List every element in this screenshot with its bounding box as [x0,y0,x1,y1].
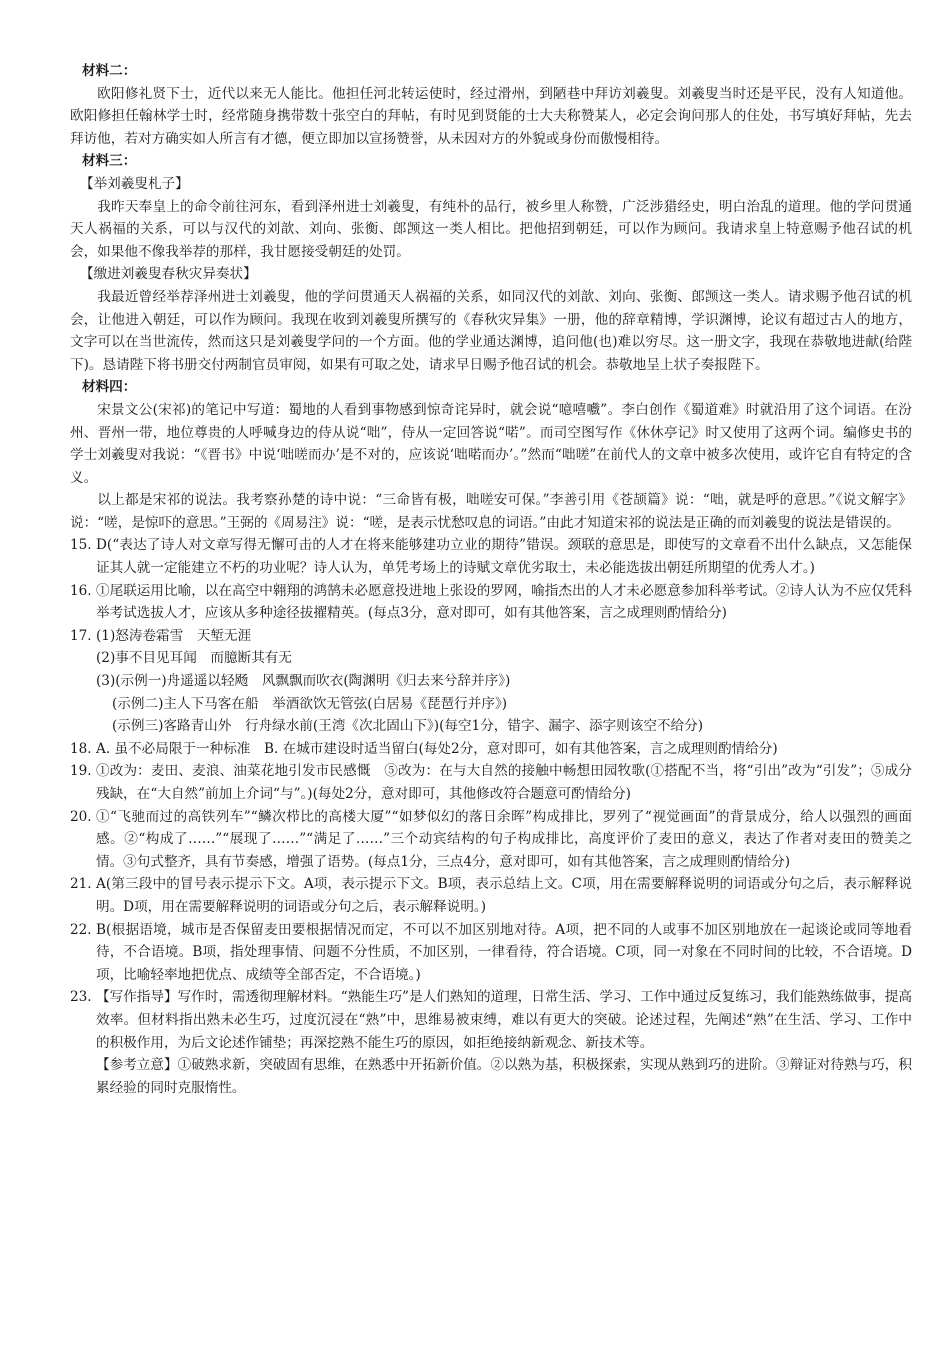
answer-text: ①“飞驰而过的高铁列车”“鳞次栉比的高楼大厦”“如梦似幻的落日余晖”构成排比，罗列了“视觉画面”的背景成分，给人以强烈的画面感。②“构成了……”“展现了……”“满足了……”三个动宾结构的句子构成排比，高度评价了麦田的意义，表达了作者对麦田的赞美之情。③句式整齐，具有节奏感，增强了语势。(每点1分，三点4分，意对即可，如有其他答案，言之成理则酌情给分) [96,808,912,870]
answer-text: 【写作指导】写作时，需透彻理解材料。“熟能生巧”是人们熟知的道理，日常生活、学习、工作中通过反复练习，我们能熟练做事，提高效率。但材料指出熟未必生巧，过度沉浸在“熟”中，思维易被束缚，难以有更大的突破。论述过程，先阐述“熟”在生活、学习、工作中的积极作用，为后文论述作铺垫；再深挖熟不能生巧的原因，如拒绝接纳新观念、新技术等。 [96,989,912,1051]
material-3-sub1-text: 我昨天奉皇上的命令前往河东，看到泽州进士刘羲叟，有纯朴的品行，被乡里人称赞，广泛涉猎经史，明白治乱的道理。他的学问贯通天人祸福的关系，可以与汉代的刘歆、刘向、张衡、郎𫖮这一类人相比。把他招到朝廷，可以作为顾问。我请求皇上特意赐予他召试的机会，如果他不像我举荐的那样，我甘愿接受朝廷的处罚。 [70,198,912,260]
answer-17-line-3b: (示例二)主人下马客在船 举酒欲饮无管弦(白居易《琵琶行并序》) [112,695,508,712]
answer-number: 20. [70,808,92,825]
answer-19 [70,760,912,805]
answer-22 [70,919,912,987]
answer-number: 16. [70,582,92,599]
answer-18 [70,738,912,761]
answer-17-line-2: (2)事不目见耳闻 而臆断其有无 [96,650,292,667]
material-3-heading: 材料三： [82,153,137,170]
answer-number: 22. [70,921,92,938]
answer-number: 17. [70,627,92,644]
material-4-heading: 材料四： [82,379,137,396]
material-4-para1: 宋景文公(宋祁)的笔记中写道：蜀地的人看到事物感到惊奇诧异时，就会说“噫嘻嚱”。李白创作《蜀道难》时就沿用了这个词语。在汾州、晋州一带，地位尊贵的人呼喊身边的侍从说“咄”，侍从一定回答说“喏”。而司空图写作《休休亭记》时又使用了这两个词。编修史书的学士刘羲叟对我说：“《晋书》中说‘咄嗟而办’是不对的，应该说‘咄喏而办’。”然而“咄嗟”在前代人的文章中被多次使用，或许它自有特定的含义。 [70,401,912,486]
answer-number: 23. [70,989,92,1006]
answer-text: A. 虽不必局限于一种标准 B. 在城市建设时适当留白(每处2分，意对即可，如有其他答案，言之成理则酌情给分) [96,740,778,757]
answer-text: A(第三段中的冒号表示提示下文。A项，表示提示下文。B项，表示总结上文。C项，用在需要解释说明的词语或分句之后，表示解释说明。D项，用在需要解释说明的词语或分句之后，表示解释说明。) [96,876,912,915]
answer-23-reference: 【参考立意】①破熟求新，突破固有思维，在熟悉中开拓新价值。②以熟为基，积极探索，实现从熟到巧的进阶。③辩证对待熟与巧，积累经验的同时克服惰性。 [96,1057,912,1096]
answer-21 [70,873,912,918]
answer-20 [70,806,912,874]
answer-text: D(“表达了诗人对文章写得无懈可击的人才在将来能够建功立业的期待”错误。颈联的意思是，即使写的文章看不出什么缺点，又怎能保证其人就一定能建立不朽的功业呢？诗人认为，单凭考场上的诗赋文章优劣取士，未必能选拔出朝廷所期望的优秀人才。) [96,537,912,577]
answer-text: ①尾联运用比喻，以在高空中翱翔的鸿鹄未必愿意投进地上张设的罗网，喻指杰出的人才未必愿意参加科举考试。②诗人认为不应仅凭科举考试选拔人才，应该从多种途径拔擢精英。(每点3分，意对即可，如有其他答案，言之成理则酌情给分) [96,582,912,622]
answer-number: 18. [70,740,92,757]
material-3-sub2-text: 我最近曾经举荐泽州进士刘羲叟，他的学问贯通天人祸福的关系，如同汉代的刘歆、刘向、张衡、郎𫖮这一类人。请求赐予他召试的机会，让他进入朝廷，可以作为顾问。我现在收到刘羲叟所撰写的《春秋灾异集》一册，他的辞章精博，学识渊博，论议有超过古人的地方，文字可以在当世流传，然而这只是刘羲叟学问的一个方面。他的学业通达渊博，追问他(也)难以穷尽。这一册文字，我现在恭敬地进献(给陛下)。恳请陛下将书册交付两制官员审阅，如果有可取之处，请求早日赐予他召试的机会。恭敬地呈上状子奏报陛下。 [70,288,912,373]
answer-number: 15. [70,537,92,554]
answer-text: (1)怒涛卷霜雪 天堑无涯 [96,627,252,644]
answer-15 [70,534,912,579]
answer-document [70,60,912,1099]
answer-text: B(根据语境，城市是否保留麦田要根据情况而定，不可以不加区别地对待。A项，把不同的人或事不加区别地放在一起谈论或同等地看待，不合语境。B项，指处理事情、问题不分性质，不加区别，一律看待，符合语境。C项，同一对象在不同时间的比较，不合语境。D项，比喻轻率地把优点、成绩等全部否定，不合语境。) [96,921,912,983]
answer-16 [70,580,912,625]
answer-number: 19. [70,763,92,780]
answer-number: 21. [70,876,92,893]
answer-23 [70,986,912,1054]
material-3-sub2-title: 【缴进刘羲叟春秋灾异奏状】 [80,266,257,283]
material-4-para2: 以上都是宋祁的说法。我考察孙楚的诗中说：“三命皆有极，咄嗟安可保。”李善引用《苍颉篇》说：“咄，就是呼的意思。”《说文解字》说：“嗟，是惊吓的意思。”王弼的《周易注》说：“嗟，是表示忧愁叹息的词语。”由此才知道宋祁的说法是正确的而刘羲叟的说法是错误的。 [70,492,912,531]
answer-text: ①改为：麦田、麦浪、油菜花地引发市民感慨 ⑤改为：在与大自然的接触中畅想田园牧歌(①搭配不当，将“引出”改为“引发”；⑤成分残缺，在“大自然”前加上介词“与”。)(每处2分，意对即可，其他修改符合题意可酌情给分) [96,763,912,802]
answer-17-line-3c: (示例三)客路青山外 行舟绿水前(王湾《次北固山下》)(每空1分，错字、漏字、添字则该空不给分) [112,718,704,735]
material-2-heading: 材料二： [82,63,137,79]
answer-17-line-3: (3)(示例一)舟遥遥以轻飏 风飘飘而吹衣(陶渊明《归去来兮辞并序》) [96,673,511,690]
answer-17 [70,625,912,648]
material-3-sub1-title: 【举刘羲叟札子】 [80,175,189,192]
material-2-paragraph: 欧阳修礼贤下士，近代以来无人能比。他担任河北转运使时，经过滑州，到陋巷中拜访刘羲叟。刘羲叟当时还是平民，没有人知道他。欧阳修担任翰林学士时，经常随身携带数十张空白的拜帖，有时见到贤能的士大夫称赞某人，必定会询问那人的住处，书写填好拜帖，先去拜访他，若对方确实如人所言有才德，便立即加以宣扬赞誉，从未因对方的外貌或身份而傲慢相待。 [70,85,912,147]
